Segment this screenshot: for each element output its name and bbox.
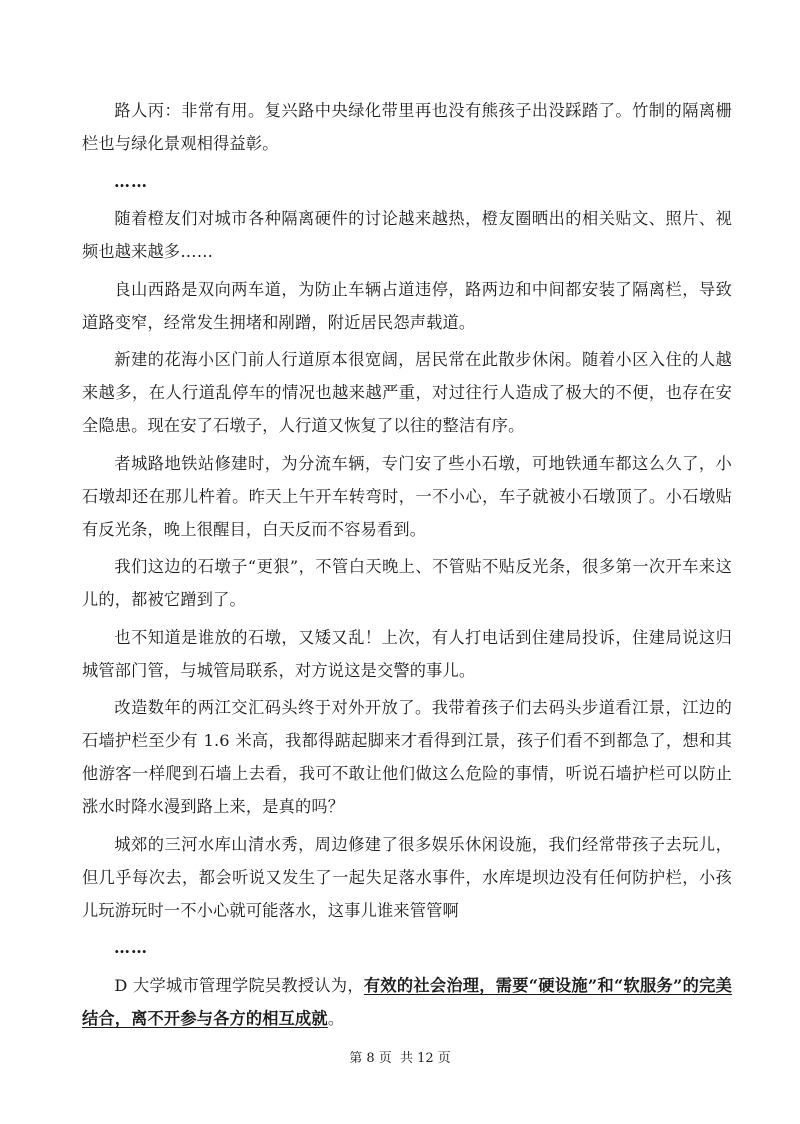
paragraph-passerby-c: 路人丙：非常有用。复兴路中央绿化带里再也没有熊孩子出没踩踏了。竹制的隔离栅栏也与绿化景观相得益彰。 bbox=[82, 101, 732, 153]
paragraph-complaint: 也不知道是谁放的石墩，又矮又乱！上次，有人打电话到住建局投诉，住建局说这归城管部门管，与城管局联系，对方说这是交警的事儿。 bbox=[82, 627, 732, 680]
paragraph-conclusion bbox=[82, 969, 732, 1035]
conclusion-prefix: D 大学城市管理学院吴教授认为， bbox=[114, 975, 364, 995]
conclusion-suffix: 。 bbox=[327, 1008, 345, 1028]
page-footer bbox=[0, 1047, 800, 1066]
paragraph-discussion-intro: 随着橙友们对城市各种隔离硬件的讨论越来越热，橙友圈晒出的相关贴文、照片、视频也越来越多…… bbox=[82, 209, 732, 261]
page-total: 共 12 页 bbox=[399, 1051, 451, 1066]
conclusion-emphasis: 有效的社会治理，需要“硬设施”和“软服务”的完美结合，离不开参与各方的相互成就 bbox=[82, 975, 733, 1028]
paragraph-wharf: 改造数年的两江交汇码头终于对外开放了。我带着孩子们去码头步道看江景，江边的石墙护栏至少有 1.6 米高，我都得踮起脚来才看得到江景，孩子们看不到都急了，想和其他游客一样爬到石墙上去看，我可不敢让他们做这么危险的事情，听说石墙护栏可以防止涨水时降水漫到路上来，是真的吗？ bbox=[82, 698, 732, 816]
paragraph-liangshan-road: 良山西路是双向两车道，为防止车辆占道违停，路两边和中间都安装了隔离栏，导致道路变窄，经常发生拥堵和剐蹭，附近居民怨声载道。 bbox=[82, 279, 732, 332]
page-number: 第 8 页 bbox=[349, 1051, 392, 1066]
paragraph-huahai-community: 新建的花海小区门前人行道原本很宽阔，居民常在此散步休闲。随着小区入住的人越来越多，在人行道乱停车的情况也越来越严重，对过往行人造成了极大的不便，也存在安全隐患。现在安了石墩子，人行道又恢复了以往的整洁有序。 bbox=[82, 350, 732, 435]
document-body bbox=[82, 94, 732, 1039]
ellipsis-1: …… bbox=[114, 171, 148, 191]
ellipsis-2: …… bbox=[114, 938, 148, 957]
paragraph-stone-piers: 我们这边的石墩子“更狠”，不管白天晚上、不管贴不贴反光条，很多第一次开车来这儿的，都被它蹭到了。 bbox=[82, 557, 732, 609]
paragraph-reservoir: 城郊的三河水库山清水秀，周边修建了很多娱乐休闲设施，我们经常带孩子去玩儿，但几乎每次去，都会听说又发生了一起失足落水事件，水库堤坝边没有任何防护栏，小孩儿玩游玩时一不小心就可能落水，这事儿谁来管管啊 bbox=[82, 834, 732, 920]
paragraph-zhecheng-road: 者城路地铁站修建时，为分流车辆，专门安了些小石墩，可地铁通车都这么久了，小石墩却还在那儿杵着。昨天上午开车转弯时，一不小心，车子就被小石墩顶了。小石墩贴有反光条，晚上很醒目，白天反而不容易看到。 bbox=[82, 453, 732, 539]
